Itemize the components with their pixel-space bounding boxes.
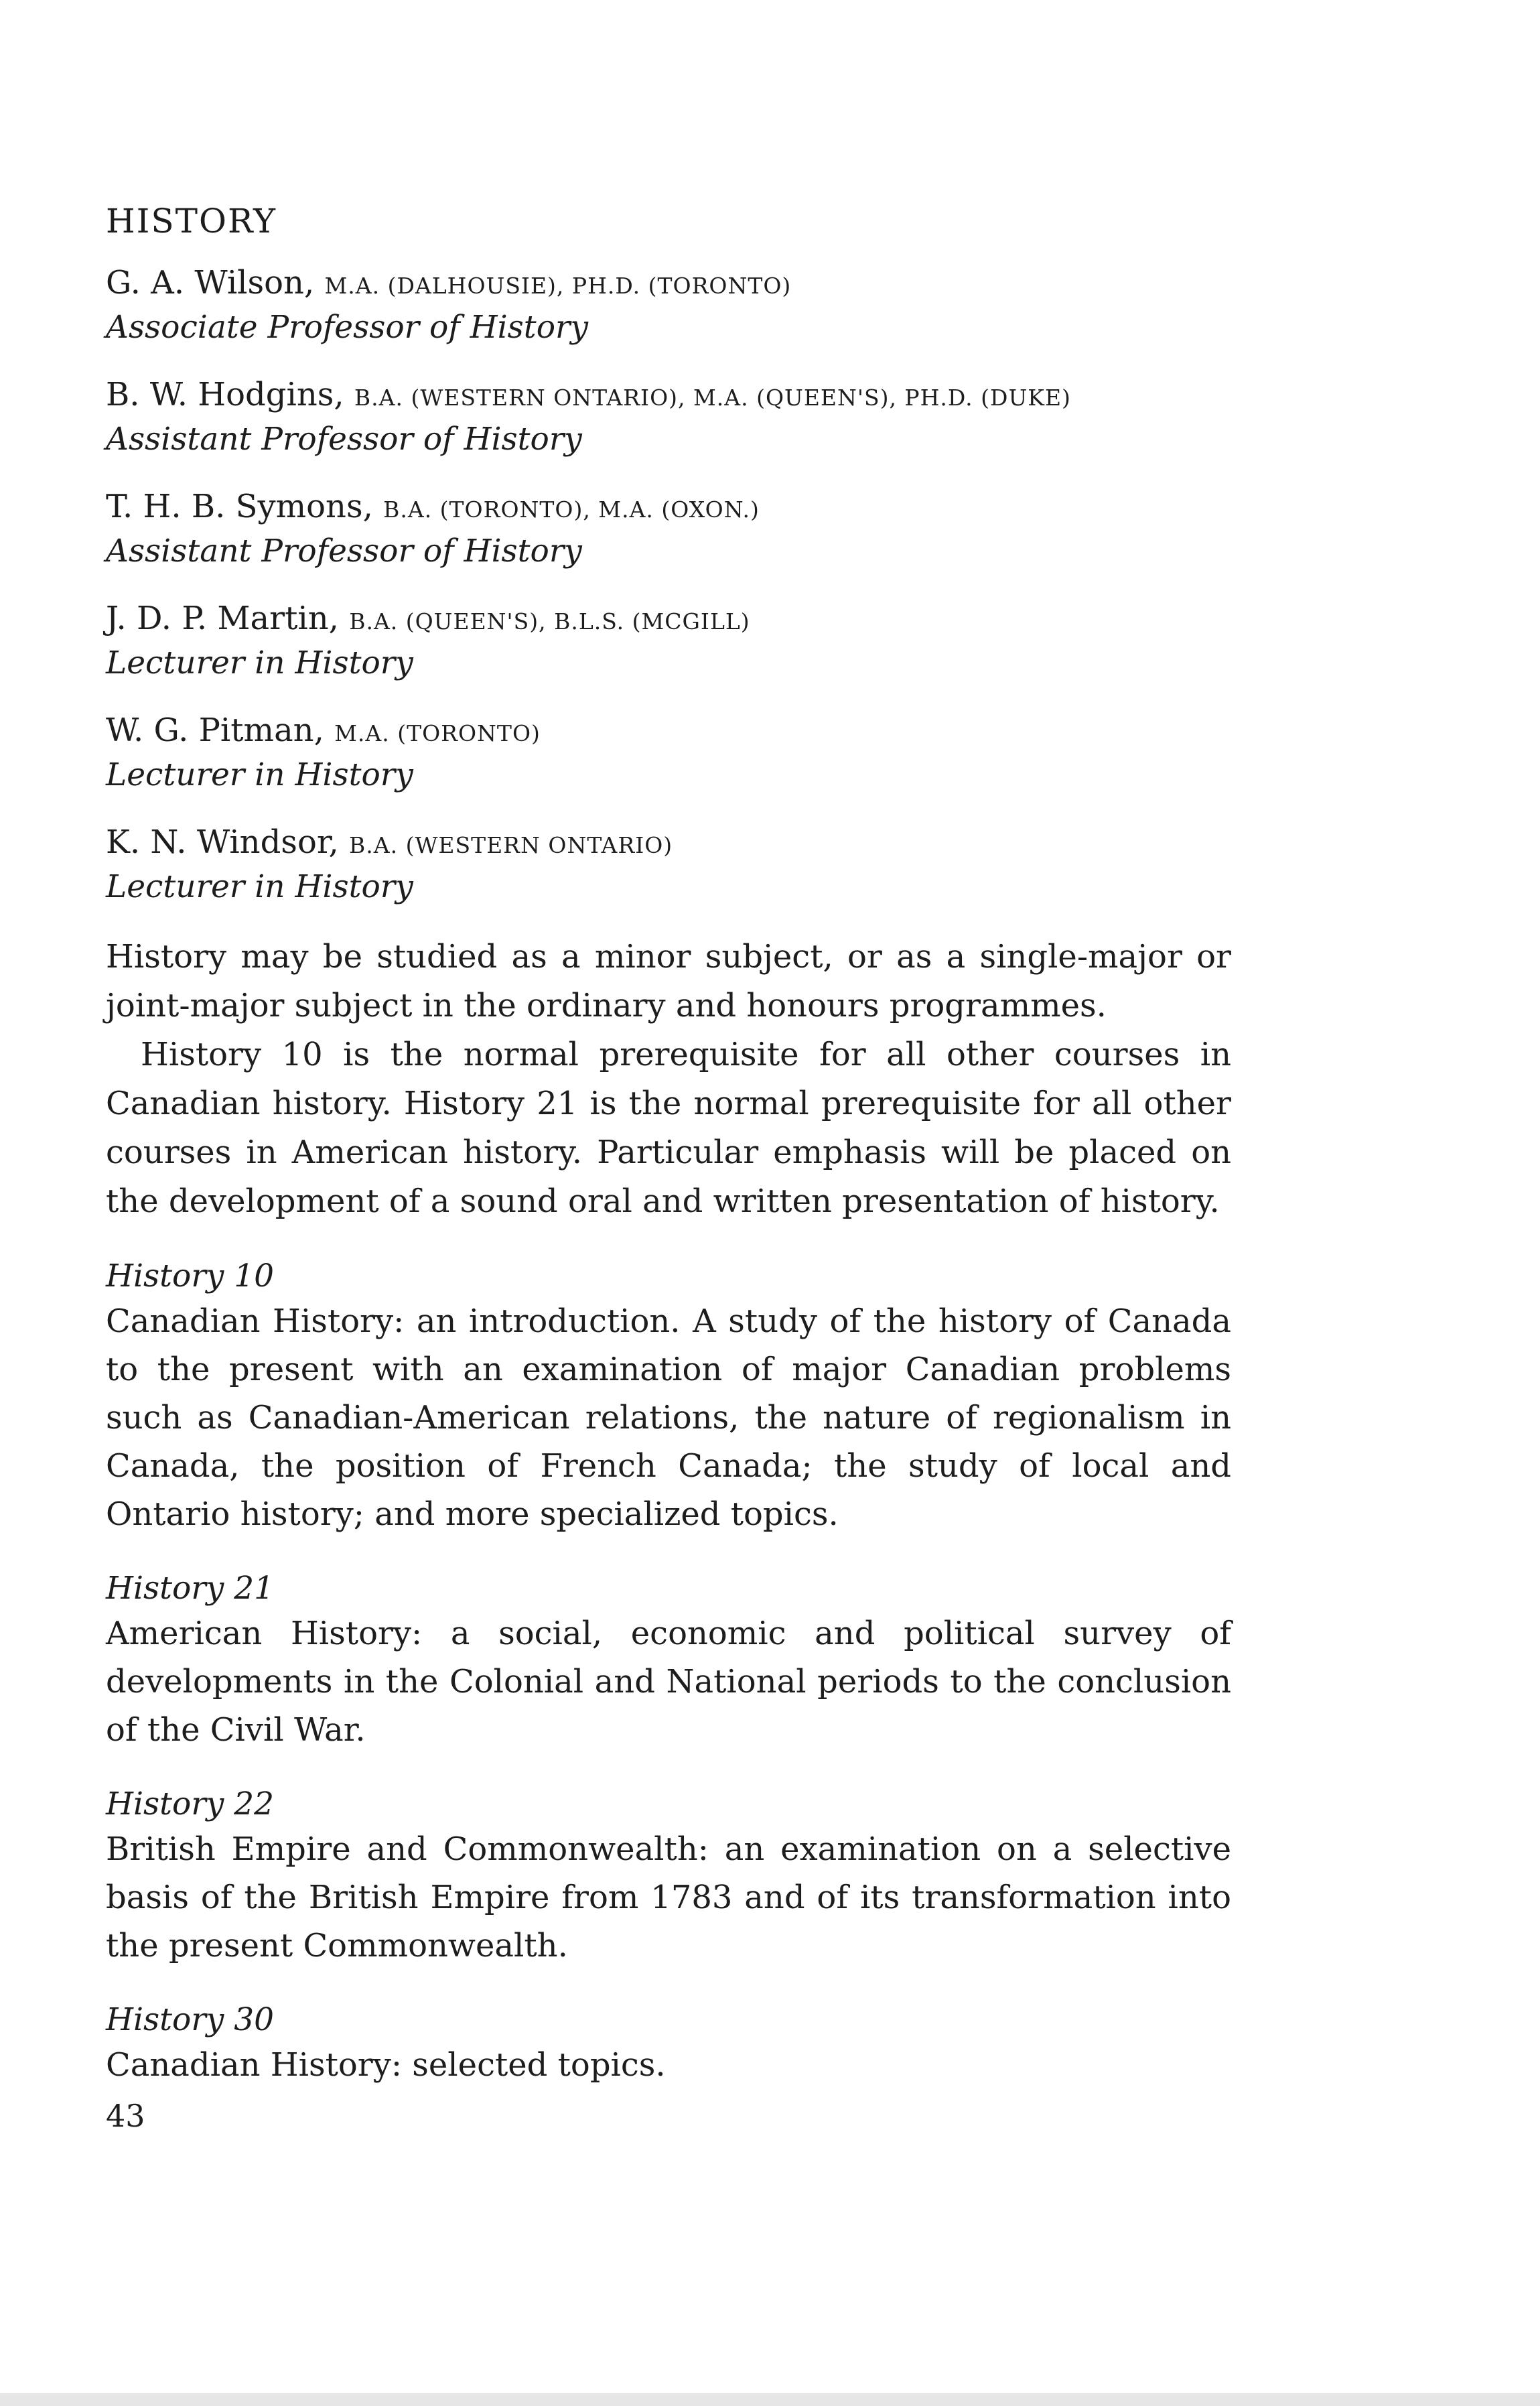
faculty-role: Lecturer in History [106, 756, 413, 793]
course-title: History 21 [106, 1570, 275, 1607]
intro-paragraph: History may be studied as a minor subject, or as a single-major or joint-major subject in the ordinary and honours programmes. [106, 938, 1231, 1024]
faculty-name: T. H. B. Symons, [106, 488, 373, 525]
scan-edge [0, 2393, 1540, 2406]
page-content [106, 201, 1231, 2089]
faculty-entry [106, 821, 1231, 907]
course-description: Canadian History: an introduction. A study of the history of Canada to the present with an examination of major Canadian problems such as Canadian-American relations, the nature of regionalism in Canada, the position of French Canada; the study of local and Ontario history; and more specialized topics. [106, 1302, 1231, 1533]
faculty-degrees: B.A. (QUEEN'S), B.L.S. (MCGILL) [349, 608, 750, 634]
faculty-role: Associate Professor of History [106, 309, 589, 346]
faculty-role: Assistant Professor of History [106, 533, 582, 570]
course-entry [106, 1784, 1231, 1970]
course-entry [106, 1256, 1231, 1538]
faculty-role: Lecturer in History [106, 868, 413, 905]
faculty-entry [106, 261, 1231, 348]
faculty-name: B. W. Hodgins, [106, 376, 344, 413]
faculty-degrees: B.A. (WESTERN ONTARIO), M.A. (QUEEN'S), PH.D. (DUKE) [354, 385, 1071, 411]
faculty-degrees: B.A. (WESTERN ONTARIO) [349, 832, 673, 858]
faculty-entry [106, 485, 1231, 572]
faculty-list [106, 261, 1231, 907]
course-title: History 10 [106, 1258, 275, 1294]
faculty-name: G. A. Wilson, [106, 264, 315, 302]
faculty-role: Lecturer in History [106, 645, 413, 681]
faculty-degrees: B.A. (TORONTO), M.A. (OXON.) [383, 496, 760, 523]
faculty-name: J. D. P. Martin, [106, 600, 339, 637]
faculty-degrees: M.A. (TORONTO) [334, 720, 541, 746]
section-title: HISTORY [106, 202, 277, 241]
intro-paragraph: History 10 is the normal prerequisite for all other courses in Canadian history. History 21 is the normal prerequisite for all other courses in American history. Particular emphasis will be placed on the development of a sound oral and written presentation of history. [106, 1036, 1231, 1220]
course-title: History 22 [106, 1786, 275, 1822]
course-description: American History: a social, economic and political survey of developments in the Colonial and National periods to the conclusion of the Civil War. [106, 1615, 1231, 1749]
faculty-entry [106, 597, 1231, 683]
course-title: History 30 [106, 2001, 275, 2038]
faculty-name: K. N. Windsor, [106, 823, 339, 861]
page-number: 43 [106, 2098, 145, 2134]
course-description: Canadian History: selected topics. [106, 2046, 666, 2084]
faculty-role: Assistant Professor of History [106, 421, 582, 458]
course-description: British Empire and Commonwealth: an examination on a selective basis of the British Empire from 1783 and of its transformation into the present Commonwealth. [106, 1830, 1231, 1964]
faculty-degrees: M.A. (DALHOUSIE), PH.D. (TORONTO) [324, 273, 792, 299]
faculty-entry [106, 709, 1231, 795]
course-entry [106, 1568, 1231, 1754]
faculty-name: W. G. Pitman, [106, 712, 324, 749]
intro-text [106, 933, 1231, 1226]
course-entry [106, 1999, 1231, 2089]
faculty-entry [106, 373, 1231, 460]
